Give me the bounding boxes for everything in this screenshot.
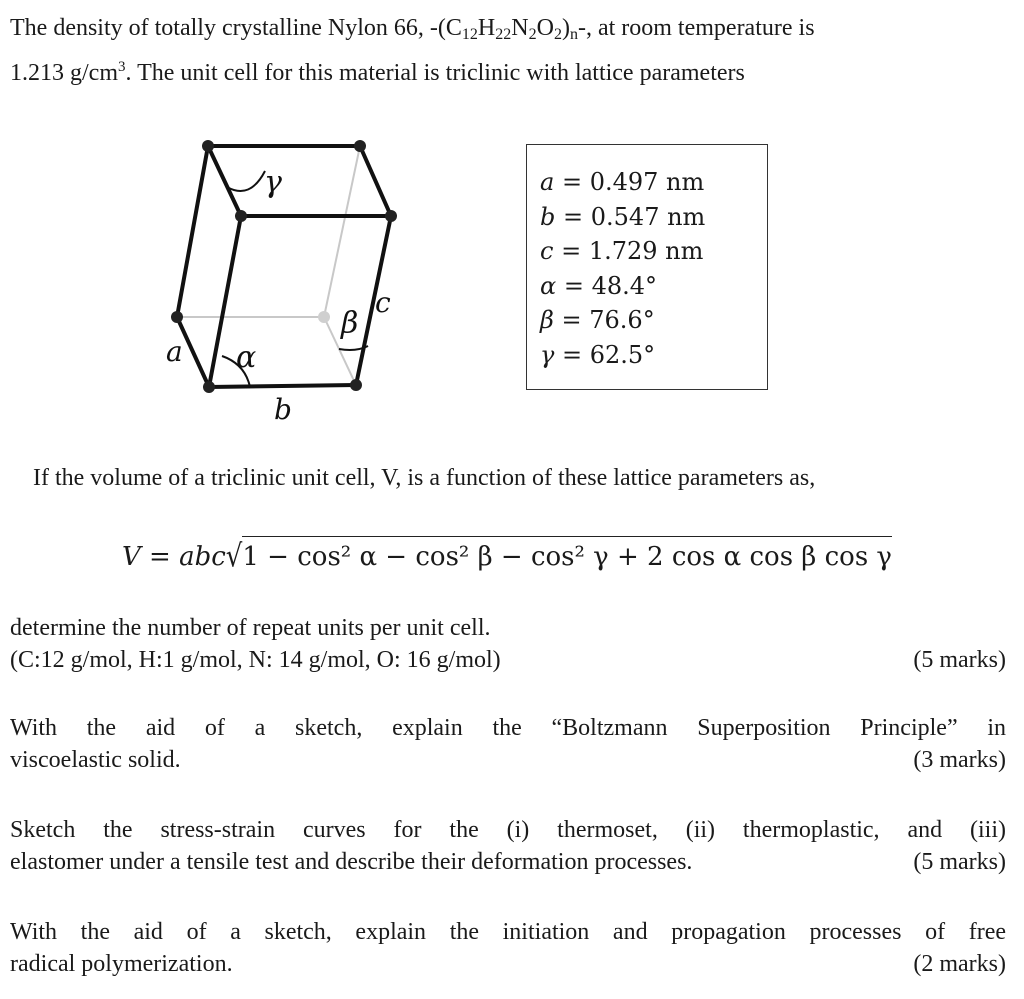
visible-edges xyxy=(177,146,391,387)
edge-top-right xyxy=(360,146,391,216)
hidden-edge-2 xyxy=(324,146,360,317)
sqrt-sign: √ xyxy=(225,539,243,575)
gamma-arc xyxy=(227,171,265,191)
edge-back-left-vertical xyxy=(177,146,208,317)
question-2 xyxy=(10,712,1006,776)
formula-lhs: V = abc xyxy=(122,542,226,572)
parameter-list xyxy=(540,165,705,372)
unit-cell-diagram xyxy=(0,0,520,440)
label-beta: β xyxy=(341,306,359,341)
question-1-line-1: determine the number of repeat units per unit cell. xyxy=(10,615,491,641)
question-1-line-2: (C:12 g/mol, H:1 g/mol, N: 14 g/mol, O: 16 g/mol) xyxy=(10,647,501,673)
question-2-line-1: With the aid of a sketch, explain the “Boltzmann Superposition Principle” in xyxy=(10,715,1006,741)
label-a: a xyxy=(166,335,183,368)
vertex xyxy=(235,210,247,222)
label-c: c xyxy=(375,286,391,319)
vertex xyxy=(202,140,214,152)
lattice-parameters-box xyxy=(526,144,768,390)
question-4-line-1: With the aid of a sketch, explain the initiation and propagation processes of free xyxy=(10,919,1006,945)
vertex-hidden xyxy=(318,311,330,323)
formula-radicand: 1 − cos² α − cos² β − cos² γ + 2 cos α cos β cos γ xyxy=(242,536,892,577)
label-gamma: γ xyxy=(264,165,282,200)
edge-top-left xyxy=(208,146,241,216)
parameter-row: c = 1.729 nm xyxy=(540,237,704,265)
parameter-row: b = 0.547 nm xyxy=(540,202,706,231)
question-4-marks: (2 marks) xyxy=(913,951,1006,977)
question-2-line-2: viscoelastic solid. xyxy=(10,747,181,773)
label-alpha: α xyxy=(236,340,257,375)
intro-line-1: The density of totally crystalline Nylon 66, $-(C_{12}H_{22}N_2O_2)_n-$, at room temperature is xyxy=(10,15,815,43)
question-4-line-2: radical polymerization. xyxy=(10,951,233,977)
parameter-row: a = 0.497 nm xyxy=(540,168,705,196)
vertex xyxy=(350,379,362,391)
question-2-marks: (3 marks) xyxy=(913,747,1006,773)
vertex xyxy=(171,311,183,323)
parameter-row: α = 48.4° xyxy=(540,271,658,300)
parameter-row: γ = 62.5° xyxy=(540,340,656,369)
edge-bottom-front xyxy=(209,385,356,387)
volume-statement: If the volume of a triclinic unit cell, V, is a function of these lattice parameters as, xyxy=(33,465,816,491)
volume-formula xyxy=(122,536,892,577)
vertex xyxy=(385,210,397,222)
label-b: b xyxy=(274,393,292,426)
question-4 xyxy=(10,916,1006,980)
question-3-line-2: elastomer under a tensile test and describe their deformation processes. xyxy=(10,849,693,875)
question-1-marks: (5 marks) xyxy=(913,647,1006,673)
intro-line-2: 1.213 $g/cm^3$. The unit cell for this material is triclinic with lattice parameters xyxy=(10,59,745,86)
parameter-row: β = 76.6° xyxy=(540,306,655,334)
question-3-marks: (5 marks) xyxy=(913,849,1006,875)
vertex xyxy=(203,381,215,393)
question-3 xyxy=(10,814,1006,878)
vertex xyxy=(354,140,366,152)
question-1 xyxy=(10,612,1006,676)
question-3-line-1: Sketch the stress-strain curves for the (i) thermoset, (ii) thermoplastic, and (iii) xyxy=(10,817,1006,843)
